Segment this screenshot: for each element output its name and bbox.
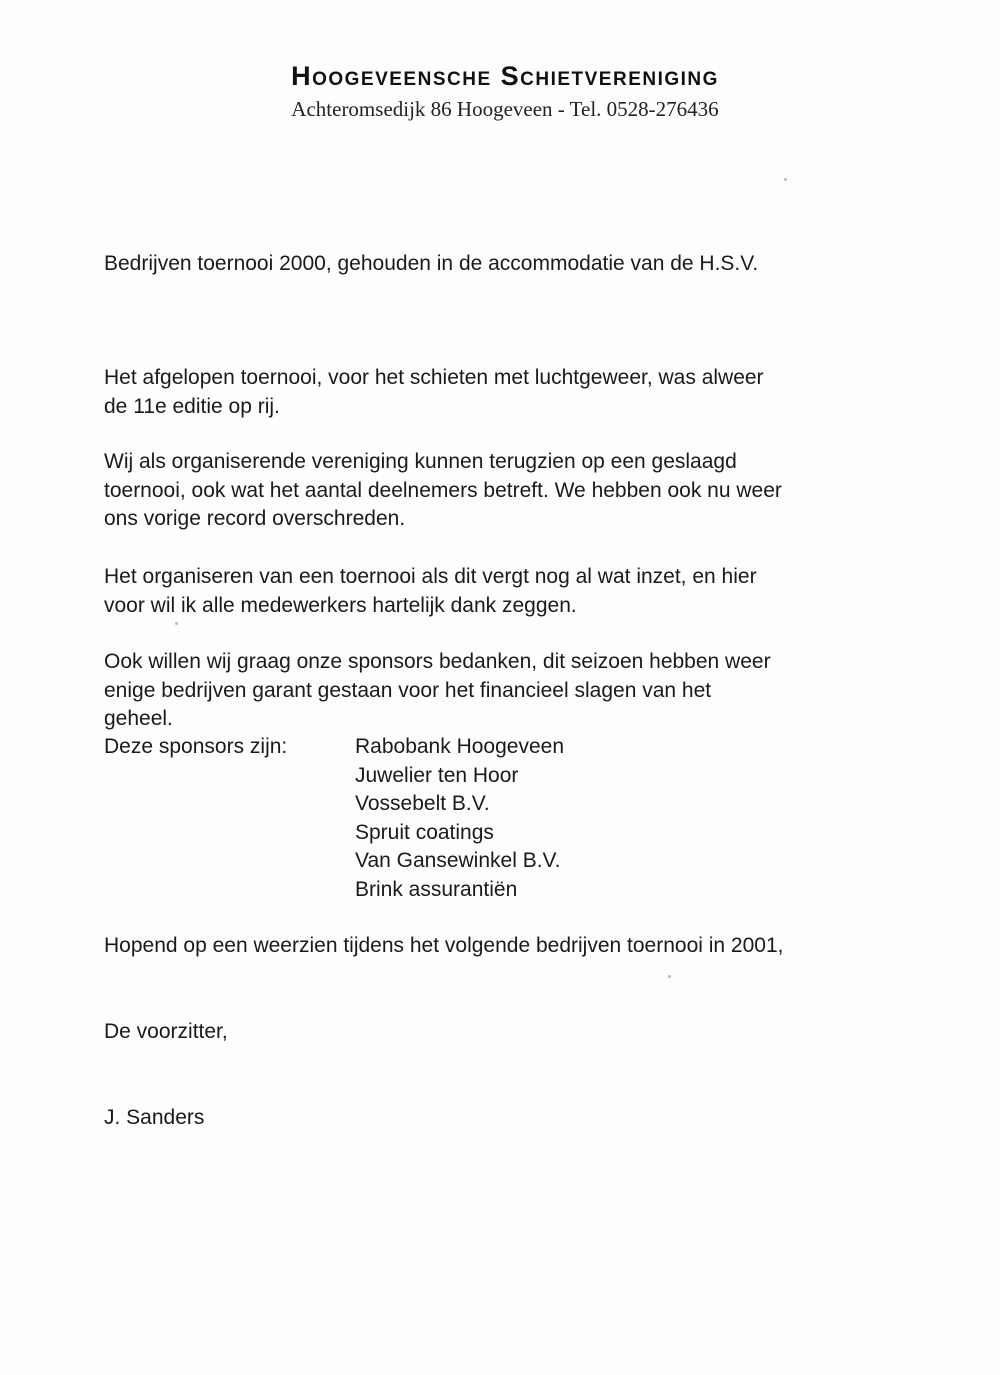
paragraph-line: de 11e editie op rij.	[104, 394, 280, 418]
club-name: Hoogeveensche Schietvereniging	[291, 61, 719, 91]
sponsor-item: Vossebelt B.V.	[355, 792, 490, 815]
signature-name: J. Sanders	[104, 1106, 205, 1129]
signature-title: De voorzitter,	[104, 1020, 228, 1043]
sponsor-item: Rabobank Hoogeveen	[355, 735, 564, 758]
paragraph-tournament	[104, 364, 924, 421]
scan-speck	[784, 178, 787, 181]
sponsor-item: Brink assurantiën	[355, 877, 518, 901]
paragraph-line: Het afgelopen toernooi, voor het schieten met luchtgeweer, was alweer	[104, 366, 764, 389]
paragraph-line: voor wil ik alle medewerkers hartelijk dank zeggen.	[104, 593, 577, 617]
sponsor-item: Juwelier ten Hoor	[355, 763, 519, 787]
paragraph-line: ons vorige record overschreden.	[104, 507, 406, 530]
closing-line: Hopend op een weerzien tijdens het volgende bedrijven toernooi in 2001,	[104, 934, 784, 957]
paragraph-line: enige bedrijven garant gestaan voor het financieel slagen van het	[104, 678, 712, 702]
paragraph-line: Ook willen wij graag onze sponsors bedanken, dit seizoen hebben weer	[104, 650, 771, 673]
sponsor-list	[355, 733, 564, 904]
scan-speck	[175, 622, 178, 625]
paragraph-line: Het organiseren van een toernooi als dit vergt nog al wat inzet, en hier	[104, 565, 757, 588]
paragraph-review	[104, 448, 924, 534]
club-address: Achteromsedijk 86 Hoogeveen - Tel. 0528-276436	[291, 97, 719, 121]
sponsor-item: Spruit coatings	[355, 820, 494, 844]
paragraph-line: toernooi, ook wat het aantal deelnemers betreft. We hebben ook nu weer	[104, 478, 782, 502]
paragraph-thanks-staff	[104, 563, 924, 620]
paragraph-line: geheel.	[104, 707, 173, 730]
sponsors-label: Deze sponsors zijn:	[104, 735, 288, 758]
scan-speck	[668, 975, 671, 978]
letterhead	[0, 58, 1000, 122]
paragraph-thanks-sponsors	[104, 648, 924, 734]
paragraph-line: Wij als organiserende vereniging kunnen terugzien op een geslaagd	[104, 450, 737, 473]
sponsor-item: Van Gansewinkel B.V.	[355, 849, 561, 872]
intro-line: Bedrijven toernooi 2000, gehouden in de accommodatie van de H.S.V.	[104, 252, 759, 275]
